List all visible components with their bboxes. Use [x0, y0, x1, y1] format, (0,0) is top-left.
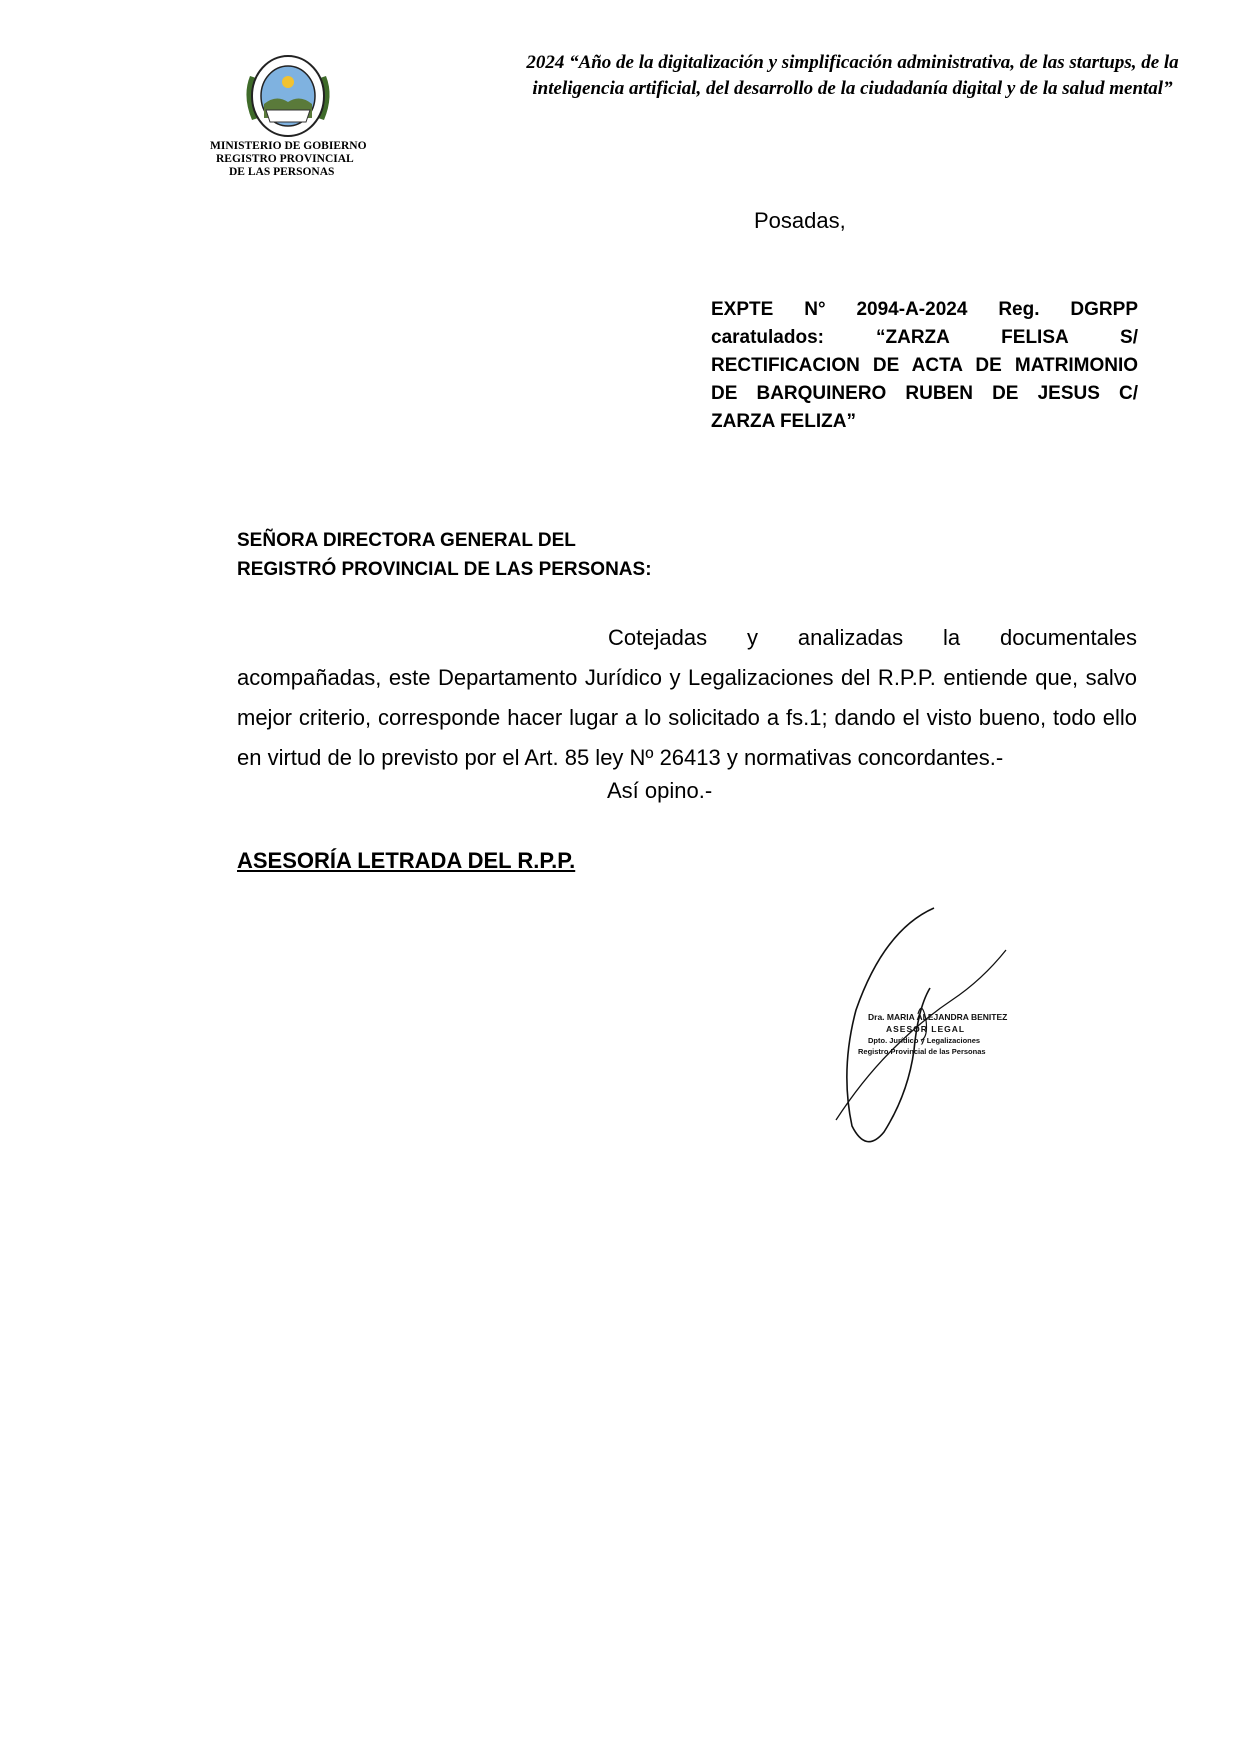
stamp-line-2: ASESOR LEGAL: [886, 1024, 966, 1034]
ministry-block: [210, 140, 410, 179]
city-date-line: Posadas,: [754, 208, 846, 233]
file-reference: EXPTE N° 2094-A-2024 Reg. DGRPP caratulados: “ZARZA FELISA S/ RECTIFICACION DE ACTA DE MATRIMONIO DE BARQUINERO RUBEN DE JESUS C/ ZARZA FELIZA”: [711, 299, 1138, 432]
stamp-line-4: Registro Provincial de las Personas: [858, 1047, 986, 1056]
stamp-line-1: Dra. MARIA ALEJANDRA BENITEZ: [868, 1012, 1008, 1022]
ministry-line-1: MINISTERIO DE GOBIERNO: [210, 140, 367, 152]
provincial-seal: [236, 46, 340, 142]
addressee-line-1: SEÑORA DIRECTORA GENERAL DEL: [237, 530, 576, 551]
year-motto: 2024 “Año de la digitalización y simplificación administrativa, de las startups, de la inteligencia artificial, del desarrollo de la ciudadanía digital y de la salud mental”: [526, 52, 1179, 99]
closing-line: Así opino.-: [607, 778, 713, 803]
department-signature: ASESORÍA LETRADA DEL R.P.P.: [237, 848, 576, 873]
ministry-line-2: REGISTRO PROVINCIAL: [216, 153, 354, 165]
body-text: Cotejadas y analizadas la documentales acompañadas, este Departamento Jurídico y Legalizaciones del R.P.P. entiende que, salvo mejor criterio, corresponde hacer lugar a lo solicitado a fs.1; dando el visto bueno, todo ello en virtud de lo previsto por el Art. 85 ley Nº 26413 y normativas concordantes.-: [237, 625, 1137, 770]
addressee: [237, 526, 837, 584]
ministry-line-3: DE LAS PERSONAS: [229, 166, 335, 178]
handwritten-signature: [822, 890, 1022, 1170]
stamp-line-3: Dpto. Jurídico y Legalizaciones: [868, 1036, 981, 1045]
addressee-line-2: REGISTRÓ PROVINCIAL DE LAS PERSONAS:: [237, 559, 652, 580]
body-paragraph: [237, 618, 1137, 778]
